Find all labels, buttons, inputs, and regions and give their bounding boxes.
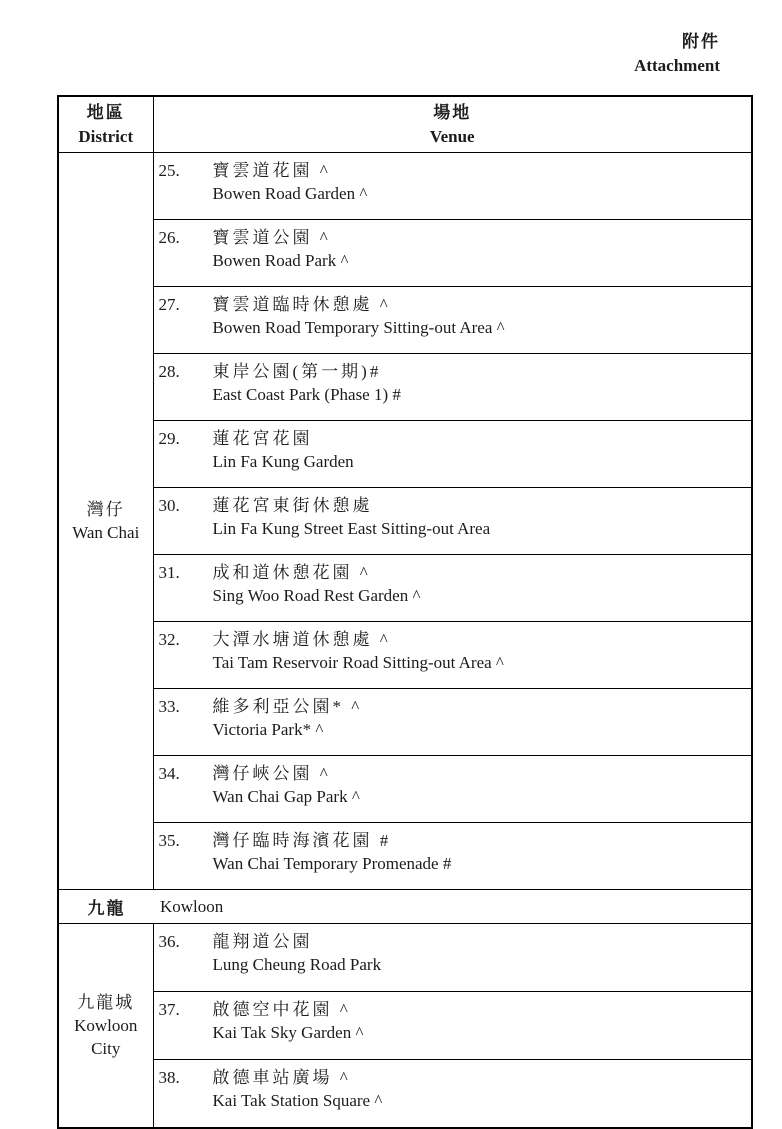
venue-name-zh: 灣仔峽公園 ^	[212, 764, 331, 783]
venue-line-zh	[159, 1066, 748, 1089]
venue-name-zh: 成和道休憩花園 ^	[212, 563, 371, 582]
venue-name-zh: 寶雲道公園 ^	[212, 228, 331, 247]
venue-line-zh	[159, 427, 748, 450]
venue-name-en: Wan Chai Gap Park ^	[212, 787, 360, 806]
table-row	[58, 421, 752, 488]
venue-number: 36.	[158, 932, 180, 951]
venue-cell	[153, 287, 752, 354]
venue-cell	[153, 622, 752, 689]
district-cell-wan-chai	[58, 153, 153, 890]
venue-cell	[153, 555, 752, 622]
venue-number: 26.	[158, 228, 180, 247]
venue-name-en: East Coast Park (Phase 1) #	[212, 385, 401, 404]
venue-name-en: Bowen Road Garden ^	[212, 184, 368, 203]
region-divider	[59, 894, 751, 919]
venue-number: 34.	[158, 764, 180, 783]
attachment-label	[634, 30, 720, 78]
venue-number: 33.	[158, 697, 180, 716]
table-row	[58, 354, 752, 421]
venue-cell	[153, 689, 752, 756]
table-row	[58, 924, 752, 992]
venue-name-zh: 蓮花宮東街休憩處	[212, 496, 373, 515]
venue-cell	[153, 924, 752, 992]
venue-line-zh	[159, 159, 748, 182]
venue-number: 29.	[158, 429, 180, 448]
district-name-en: Wan Chai	[72, 523, 140, 542]
table-row	[58, 488, 752, 555]
attachment-label-en: Attachment	[634, 56, 720, 75]
venue-line-zh	[159, 930, 748, 953]
venue-number: 28.	[158, 362, 180, 381]
venue-cell	[153, 220, 752, 287]
venue-line-zh	[159, 628, 748, 651]
table-row	[58, 992, 752, 1060]
venue-line-zh	[159, 561, 748, 584]
region-name-en: Kowloon	[160, 896, 224, 916]
venue-line-zh	[159, 494, 748, 517]
venue-name-zh: 大潭水塘道休憩處 ^	[212, 630, 391, 649]
venue-number: 27.	[158, 295, 180, 314]
venue-line-zh	[159, 226, 748, 249]
venue-name-en: Tai Tam Reservoir Road Sitting-out Area ^	[212, 653, 504, 672]
venue-table	[57, 95, 753, 1129]
venue-name-en: Victoria Park* ^	[212, 720, 324, 739]
table-row	[58, 823, 752, 890]
venue-line-zh	[159, 762, 748, 785]
venue-name-zh: 東岸公園(第一期)#	[212, 362, 382, 381]
venue-number: 25.	[158, 161, 180, 180]
venue-name-zh: 啟德空中花園 ^	[212, 1000, 351, 1019]
table-row	[58, 220, 752, 287]
district-cell-kowloon-city	[58, 924, 153, 1129]
venue-name-en: Lin Fa Kung Garden	[212, 452, 354, 471]
column-header-district-zh: 地區	[86, 102, 125, 122]
region-divider-row	[58, 890, 752, 924]
venue-name-zh: 蓮花宮花園	[212, 429, 313, 448]
table-row	[58, 287, 752, 354]
venue-cell	[153, 421, 752, 488]
venue-number: 38.	[158, 1068, 180, 1087]
venue-number: 31.	[158, 563, 180, 582]
venue-line-zh	[159, 293, 748, 316]
venue-name-zh: 啟德車站廣場 ^	[212, 1068, 351, 1087]
column-header-district	[58, 96, 153, 153]
table-row	[58, 689, 752, 756]
venue-name-en: Kai Tak Sky Garden ^	[212, 1023, 364, 1042]
venue-name-en: Wan Chai Temporary Promenade #	[212, 854, 452, 873]
venue-name-zh: 灣仔臨時海濱花園 #	[212, 831, 392, 850]
venue-cell	[153, 488, 752, 555]
venue-line-zh	[159, 695, 748, 718]
venue-line-zh	[159, 360, 748, 383]
column-header-venue	[153, 96, 752, 153]
region-divider-cell	[58, 890, 752, 924]
district-name-en-line2: City	[91, 1039, 121, 1058]
venue-name-zh: 龍翔道公園	[212, 932, 313, 951]
venue-name-en: Bowen Road Temporary Sitting-out Area ^	[212, 318, 505, 337]
venue-line-zh	[159, 998, 748, 1021]
venue-cell	[153, 354, 752, 421]
venue-name-zh: 維多利亞公園* ^	[212, 697, 363, 716]
venue-name-en: Lin Fa Kung Street East Sitting-out Area	[212, 519, 491, 538]
region-name-zh: 九龍	[87, 899, 126, 918]
venue-number: 37.	[158, 1000, 180, 1019]
column-header-venue-en: Venue	[429, 126, 475, 146]
column-header-district-en: District	[78, 126, 134, 146]
table-header-row	[58, 96, 752, 153]
venue-number: 32.	[158, 630, 180, 649]
table-row	[58, 153, 752, 220]
district-name-zh: 九龍城	[77, 993, 135, 1012]
district-name-en: Kowloon	[74, 1016, 138, 1035]
venue-cell	[153, 823, 752, 890]
venue-number: 30.	[158, 496, 180, 515]
attachment-label-zh: 附件	[682, 32, 720, 51]
venue-name-en: Sing Woo Road Rest Garden ^	[212, 586, 421, 605]
column-header-venue-zh: 場地	[433, 102, 472, 122]
venue-number: 35.	[158, 831, 180, 850]
table-row	[58, 555, 752, 622]
venue-name-zh: 寶雲道臨時休憩處 ^	[212, 295, 391, 314]
venue-cell	[153, 756, 752, 823]
table-row	[58, 622, 752, 689]
venue-name-en: Kai Tak Station Square ^	[212, 1091, 383, 1110]
venue-cell	[153, 153, 752, 220]
venue-line-zh	[159, 829, 748, 852]
table-row	[58, 756, 752, 823]
venue-cell	[153, 992, 752, 1060]
venue-name-zh: 寶雲道花園 ^	[212, 161, 331, 180]
venue-name-en: Bowen Road Park ^	[212, 251, 349, 270]
venue-name-en: Lung Cheung Road Park	[212, 955, 382, 974]
district-name-zh: 灣仔	[86, 500, 125, 519]
